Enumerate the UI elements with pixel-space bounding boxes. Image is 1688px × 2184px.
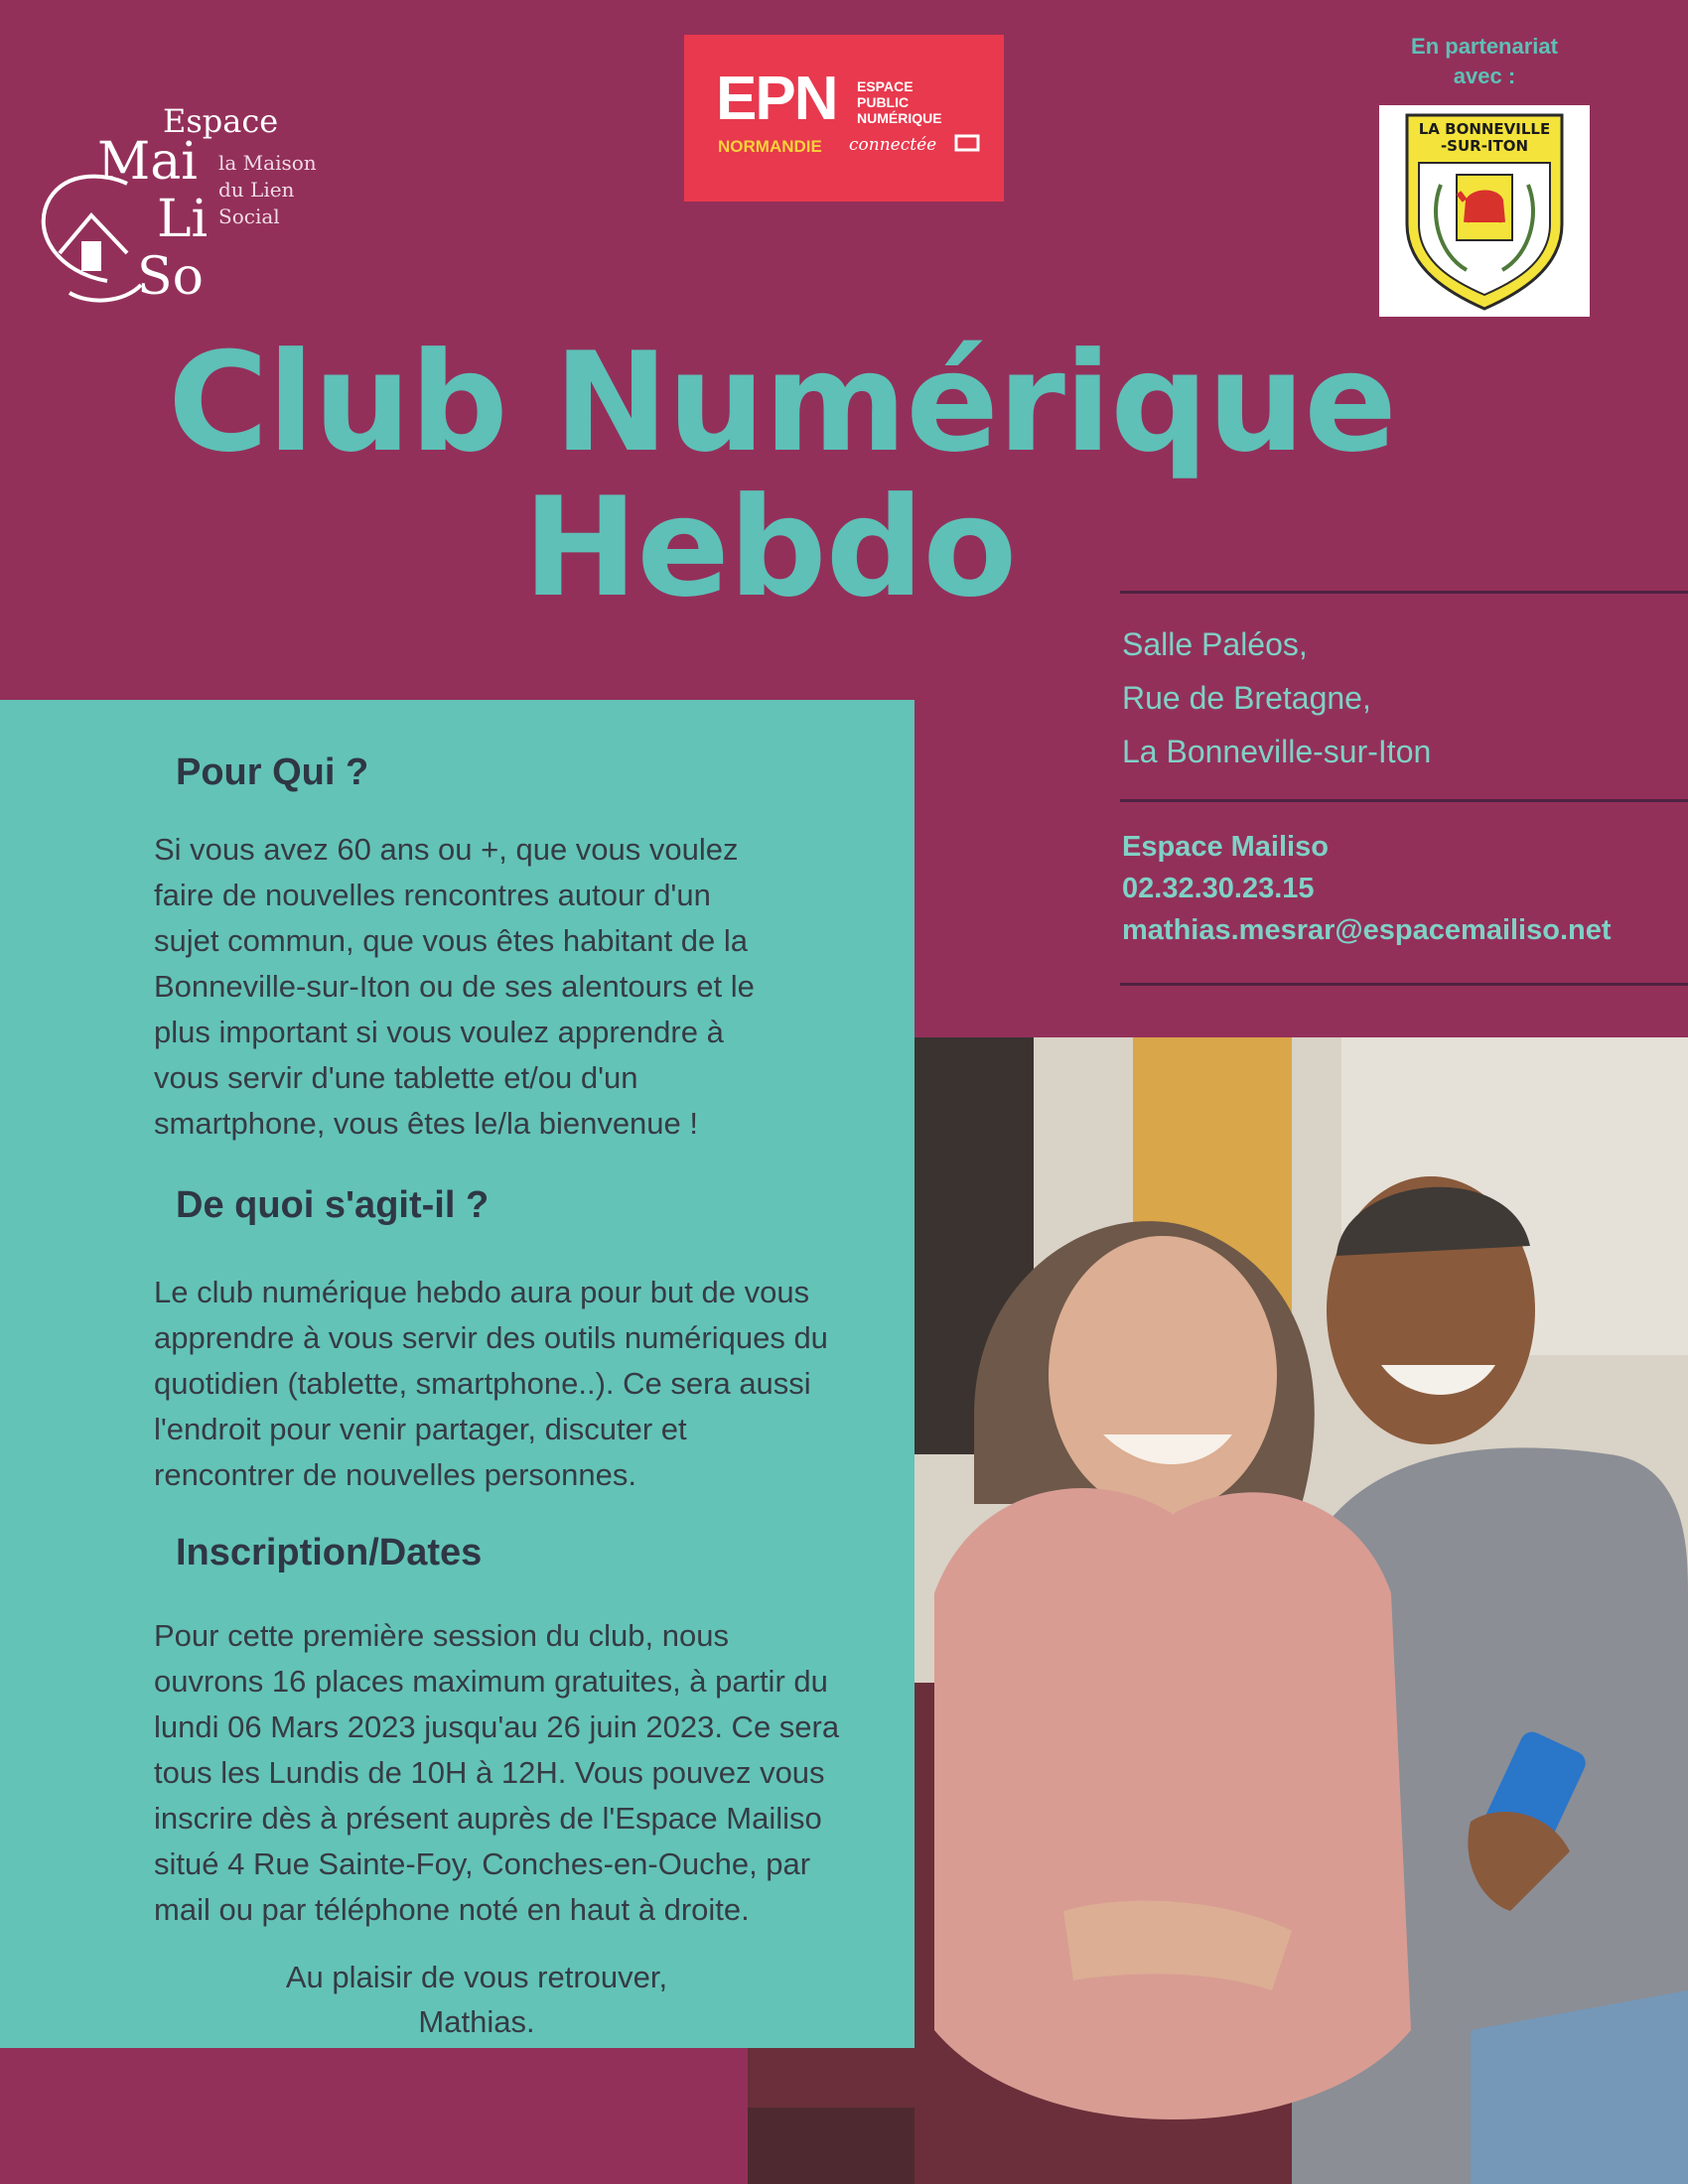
divider bbox=[1120, 983, 1688, 986]
logo-mai-text: Mai bbox=[97, 132, 198, 192]
logo-li-text: Li bbox=[157, 190, 209, 249]
epn-big-text: EPN bbox=[716, 65, 837, 133]
section-text-de-quoi bbox=[154, 1270, 894, 1498]
text-line: apprendre à vous servir des outils numériques du bbox=[154, 1320, 828, 1355]
section-text-inscription bbox=[154, 1613, 894, 1933]
crest-line: LA BONNEVILLE bbox=[1418, 120, 1551, 138]
address-line: La Bonneville-sur-Iton bbox=[1122, 734, 1432, 769]
tagline-line: la Maison bbox=[218, 151, 317, 175]
title-line-1: Club Numérique bbox=[168, 323, 1396, 482]
partner-label-line: avec : bbox=[1453, 64, 1516, 88]
info-panel bbox=[0, 700, 914, 2048]
contact-org: Espace Mailiso bbox=[1122, 831, 1329, 863]
tagline-line: du Lien bbox=[218, 178, 295, 202]
text-line: Si vous avez 60 ans ou +, que vous voulez bbox=[154, 832, 739, 867]
section-heading-de-quoi: De quoi s'agit-il ? bbox=[176, 1184, 490, 1226]
contact-email[interactable]: mathias.mesrar@espacemailiso.net bbox=[1122, 914, 1612, 946]
text-line: Le club numérique hebdo aura pour but de vous bbox=[154, 1275, 810, 1309]
address-line: Rue de Bretagne, bbox=[1122, 680, 1371, 716]
title-line-2: Hebdo bbox=[522, 468, 1017, 627]
mailiso-logo bbox=[30, 94, 328, 323]
crest-line: -SUR-ITON bbox=[1440, 137, 1529, 155]
epn-small-text bbox=[857, 78, 942, 126]
text-line: tous les Lundis de 10H à 12H. Vous pouvez vous bbox=[154, 1755, 825, 1790]
epn-connectee-text: connectée bbox=[849, 135, 937, 155]
logo-tagline bbox=[218, 150, 317, 230]
tagline-line: Social bbox=[218, 205, 280, 228]
text-line: ouvrons 16 places maximum gratuites, à partir du bbox=[154, 1664, 828, 1699]
partner-label bbox=[1360, 32, 1609, 91]
text-line: Pour cette première session du club, nous bbox=[154, 1618, 729, 1653]
signoff bbox=[179, 1955, 774, 2044]
epn-small-line: NUMÉRIQUE bbox=[857, 110, 942, 126]
contact-block bbox=[1122, 826, 1612, 951]
text-line: inscrire dès à présent auprès de l'Espace Mailiso bbox=[154, 1801, 822, 1836]
text-line: vous servir d'une tablette et/ou d'un bbox=[154, 1060, 638, 1095]
text-line: Bonneville-sur-Iton ou de ses alentours et le bbox=[154, 969, 755, 1004]
signoff-line: Au plaisir de vous retrouver, bbox=[285, 1960, 668, 1994]
divider bbox=[1120, 799, 1688, 802]
divider bbox=[1120, 591, 1688, 594]
signoff-signature: Mathias. bbox=[418, 2004, 535, 2039]
photo-lower-illustration bbox=[748, 2048, 914, 2184]
seniors-photo-lower bbox=[748, 2048, 914, 2184]
logo-espace-text: Espace bbox=[163, 102, 279, 140]
text-line: sujet commun, que vous êtes habitant de la bbox=[154, 923, 748, 958]
epn-small-line: ESPACE bbox=[857, 78, 914, 94]
epn-logo bbox=[684, 35, 1004, 202]
seniors-photo bbox=[914, 1037, 1688, 2184]
seniors-smartphone-illustration bbox=[914, 1037, 1688, 2184]
address-line: Salle Paléos, bbox=[1122, 626, 1308, 662]
page-title bbox=[0, 323, 1688, 627]
bonneville-crest bbox=[1379, 105, 1590, 317]
epn-badge-icon bbox=[954, 132, 980, 154]
partner-label-line: En partenariat bbox=[1411, 34, 1558, 59]
section-heading-inscription: Inscription/Dates bbox=[176, 1532, 483, 1573]
logo-so-text: So bbox=[137, 247, 204, 307]
section-heading-pour-qui: Pour Qui ? bbox=[176, 751, 369, 793]
text-line: lundi 06 Mars 2023 jusqu'au 26 juin 2023. Ce sera bbox=[154, 1709, 840, 1744]
address-block bbox=[1122, 617, 1431, 778]
text-line: quotidien (tablette, smartphone..). Ce sera aussi bbox=[154, 1366, 811, 1401]
text-line: mail ou par téléphone noté en haut à droite. bbox=[154, 1892, 750, 1927]
epn-normandie-text: NORMANDIE bbox=[718, 137, 822, 156]
text-line: faire de nouvelles rencontres autour d'un bbox=[154, 878, 711, 912]
text-line: situé 4 Rue Sainte-Foy, Conches-en-Ouche, par bbox=[154, 1846, 811, 1881]
section-text-pour-qui bbox=[154, 827, 894, 1147]
text-line: smartphone, vous êtes le/la bienvenue ! bbox=[154, 1106, 699, 1141]
text-line: l'endroit pour venir partager, discuter et bbox=[154, 1412, 687, 1446]
contact-phone[interactable]: 02.32.30.23.15 bbox=[1122, 873, 1315, 904]
text-line: plus important si vous voulez apprendre à bbox=[154, 1015, 724, 1049]
epn-small-line: PUBLIC bbox=[857, 94, 910, 110]
text-line: rencontrer de nouvelles personnes. bbox=[154, 1457, 636, 1492]
crest-text bbox=[1409, 121, 1560, 155]
